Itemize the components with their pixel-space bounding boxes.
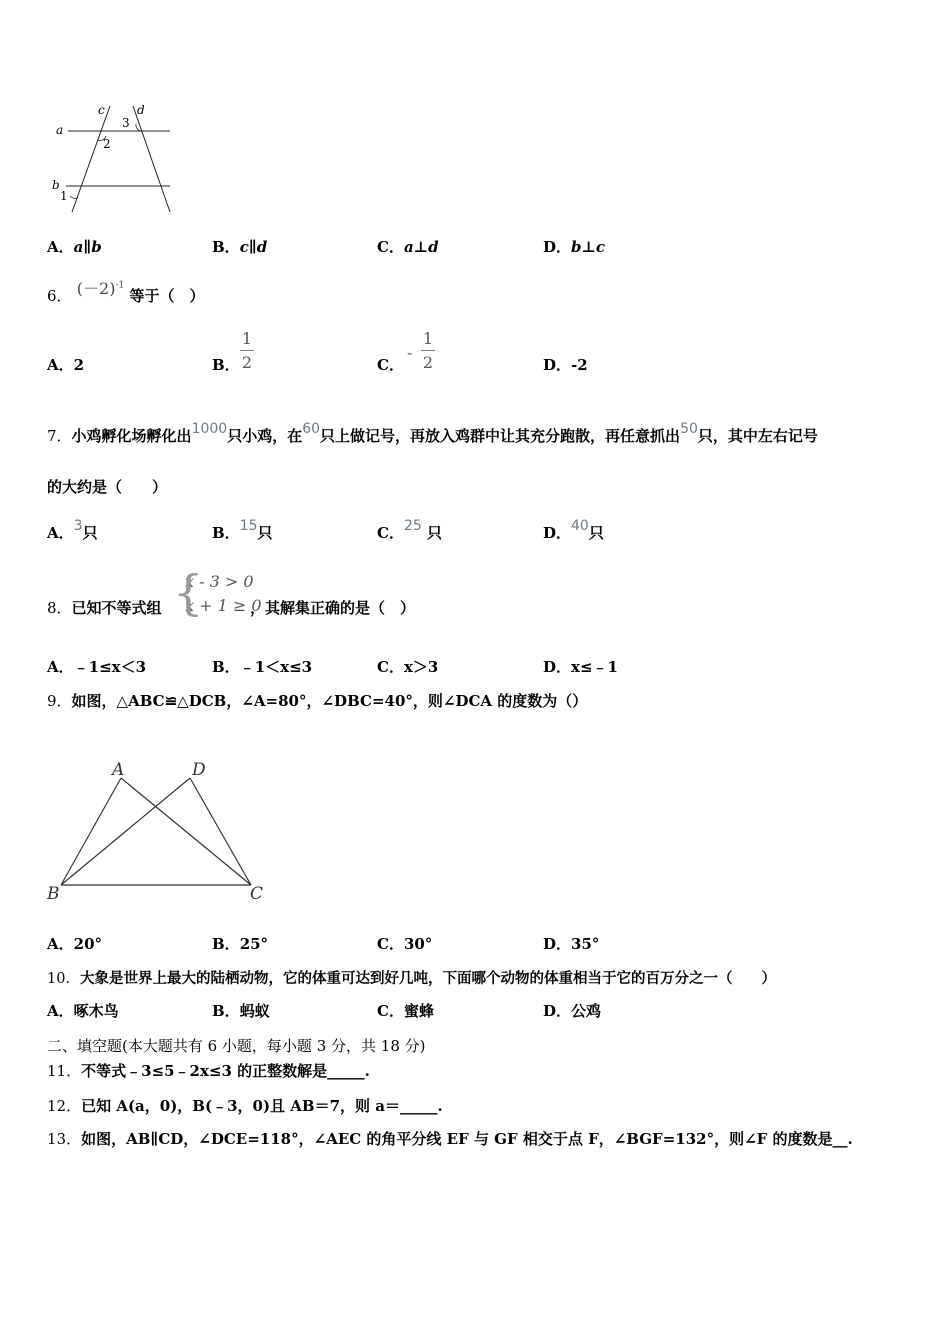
- q8-option-b[interactable]: B．﹣1＜x≤3: [212, 658, 313, 676]
- q8-stem-post: ，其解集正确的是（ ）: [250, 599, 416, 617]
- q5-option-c[interactable]: C．a⊥d: [377, 238, 439, 256]
- q7-option-b[interactable]: B．15只: [212, 518, 273, 542]
- q9-option-c[interactable]: C．30°: [377, 935, 433, 953]
- q7-option-a[interactable]: A．3只: [47, 518, 98, 542]
- q9-label-A: A: [112, 760, 125, 780]
- q13-stem: 13．如图，AB∥CD，∠DCE=118°，∠AEC 的角平分线 EF 与 GF 相交于点 F，∠BGF=132°，则∠F 的度数是__.: [47, 1130, 853, 1148]
- q7-option-c[interactable]: C．25 只: [377, 518, 443, 542]
- q6-expression: $(-2)^{-1}$: [76, 279, 125, 298]
- label-c: c: [98, 103, 105, 117]
- q6-option-c[interactable]: C．: [377, 356, 404, 374]
- q9-option-d[interactable]: D．35°: [543, 935, 600, 953]
- q9-label-D: D: [192, 760, 206, 780]
- q6-option-b-fraction: 1 2: [241, 329, 253, 372]
- q10-stem: 10．大象是世界上最大的陆栖动物，它的体重可达到好几吨，下面哪个动物的体重相当于它的百万分之一（ ）: [47, 970, 776, 987]
- section2-title: 二、填空题(本大题共有 6 小题，每小题 3 分，共 18 分): [47, 1037, 426, 1055]
- q6-option-d[interactable]: D．-2: [543, 356, 588, 374]
- q8-stem-pre: 8．已知不等式组: [47, 599, 162, 617]
- q9-label-C: C: [250, 884, 264, 904]
- q9-stem: 9．如图，△ABC≌△DCB，∠A=80°，∠DBC=40°，则∠DCA 的度数为（）: [47, 692, 588, 710]
- q9-line-DC: [190, 778, 251, 885]
- q7-stem: 7．小鸡孵化场孵化出1000只小鸡，在60只上做记号，再放入鸡群中让其充分跑散，再任意抓出50只，其中左右记号: [47, 421, 818, 445]
- q6-option-b[interactable]: B．: [212, 356, 240, 374]
- q7-stem-line2: 的大约是（ ）: [47, 478, 168, 496]
- q8-option-d[interactable]: D．x≤﹣1: [543, 658, 618, 676]
- q6-option-a[interactable]: A．2: [47, 356, 85, 374]
- q9-label-B: B: [47, 884, 60, 904]
- q5-option-a[interactable]: A．a∥b: [47, 238, 102, 256]
- q8-ineq2: x + 1 ≥ 0: [185, 596, 262, 615]
- q10-option-c[interactable]: C．蜜蜂: [377, 1002, 434, 1020]
- label-b: b: [52, 178, 60, 192]
- line-c: [72, 106, 110, 212]
- q5-option-d[interactable]: D．b⊥c: [543, 238, 606, 256]
- label-2: 2: [103, 137, 111, 151]
- label-d: d: [137, 103, 145, 117]
- q9-option-b[interactable]: B．25°: [212, 935, 269, 953]
- q8-option-a[interactable]: A．﹣1≤x＜3: [47, 658, 147, 676]
- q7-option-d[interactable]: D．40只: [543, 518, 604, 542]
- q8-inequality-system: { x - 3 > 0 x + 1 ≥ 0: [173, 565, 262, 621]
- q9-figure: [44, 755, 274, 910]
- label-1: 1: [60, 189, 68, 203]
- label-a: a: [56, 123, 64, 137]
- label-3: 3: [122, 116, 130, 130]
- q9-line-DB: [61, 778, 190, 885]
- q12-stem: 12．已知 A(a，0)，B(﹣3，0)且 AB＝7，则 a＝_____.: [47, 1097, 443, 1115]
- q6-option-c-fraction: 1 2: [422, 329, 434, 372]
- q8-option-c[interactable]: C．x＞3: [377, 658, 439, 676]
- q8-ineq1: x - 3 > 0: [185, 572, 254, 591]
- q9-line-AB: [61, 778, 121, 885]
- line-d: [133, 106, 170, 212]
- q5-option-b[interactable]: B．c∥d: [212, 238, 268, 256]
- q10-option-d[interactable]: D．公鸡: [543, 1002, 602, 1020]
- q6-option-c-sign: -: [407, 343, 413, 362]
- q9-line-AC: [121, 778, 251, 885]
- q5-figure: [50, 100, 180, 218]
- q10-option-b[interactable]: B．蚂蚁: [212, 1002, 270, 1020]
- q9-option-a[interactable]: A．20°: [47, 935, 103, 953]
- q6-stem: 6． $(-2)^{-1}$ 等于（ ）: [47, 279, 205, 305]
- q11-stem: 11．不等式﹣3≤5﹣2x≤3 的正整数解是_____.: [47, 1062, 370, 1080]
- q10-option-a[interactable]: A．啄木鸟: [47, 1002, 119, 1020]
